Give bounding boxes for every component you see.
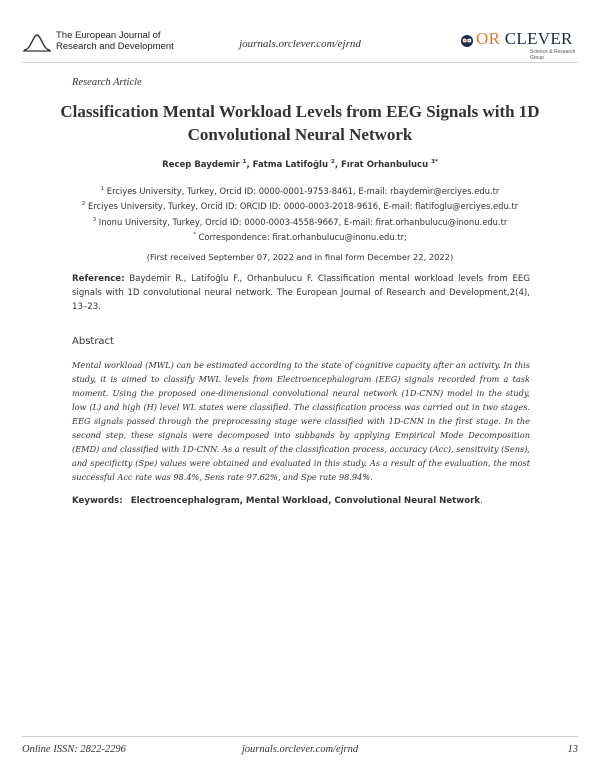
author-sup: 3* — [431, 159, 438, 165]
affiliation-sup: 2 — [81, 201, 86, 208]
footer-divider — [22, 736, 578, 737]
received-dates: (First received September 07, 2022 and in final form December 22, 2022) — [146, 252, 454, 262]
affiliation-item — [40, 198, 560, 213]
keywords: Keywords: Electroencephalogram, Mental Workload, Convolutional Neural Network. — [72, 496, 483, 506]
owl-icon — [460, 34, 474, 53]
affiliation-text: Inonu University, Turkey, Orcid ID: 0000-0003-4558-9667, E-mail: firat.orhanbulucu@inonu.edu.tr — [98, 216, 508, 227]
author-sup: 2 — [331, 159, 335, 165]
author-name: Fırat Orhanbulucu — [341, 159, 429, 170]
publisher-tagline: Science & Research Group — [530, 49, 576, 61]
affiliation-sup: * — [193, 231, 196, 238]
journal-name-line1: The European Journal of — [56, 30, 161, 41]
author-sup: 1 — [242, 159, 247, 165]
keywords-label: Keywords: — [72, 496, 123, 506]
affiliation-item — [40, 183, 560, 198]
article-type: Research Article — [72, 77, 142, 88]
reference-paragraph — [72, 272, 530, 314]
author-list: Recep Baydemir $^1$, Fatma Latifoğlu $^2$, Fırat Orhanbulucu $^{3*}$ — [162, 159, 438, 170]
journal-name-line2: Research and Development — [56, 41, 174, 52]
footer-issn: Online ISSN: 2822-2296 — [22, 744, 126, 755]
affiliation-sup: 3 — [92, 216, 97, 223]
correspondence — [40, 229, 560, 244]
author-name: Recep Baydemir — [162, 159, 240, 170]
header-journal-url[interactable]: journals.orclever.com/ejrnd — [239, 38, 361, 50]
affiliation-text: Erciyes University, Turkey, Orcid ID: 0000-0001-9753-8461, E-mail: rbaydemir@erciyes.edu.tr — [106, 185, 500, 196]
affiliation-text: Erciyes University, Turkey, Orcid ID: ORCID ID: 0000-0003-2018-9616, E-mail: flatifoglu@erciyes.edu.tr — [87, 201, 519, 212]
publisher-name — [476, 29, 573, 49]
affiliation-list — [40, 183, 560, 244]
page-number: 13 — [567, 744, 578, 755]
abstract-body: Mental workload (MWL) can be estimated according to the state of cognitive capacity after an activity. In this study, it is aimed to classify MWL levels from Electroencephalogram (EEG) signals recorded from a task moment. Using the proposed one-dimensional convolutional neural network (1D-CNN) model in the study, low (L) and high (H) level WL states were classified. The classification process was carried out in two stages. EEG signals passed through the preprocessing stage were classified with 1D-CNN in the first stage. In the second step, these signals were decomposed into subbands by applying Empirical Mode Decomposition (EMD) and classified with 1D-CNN. As a result of the classification process, accuracy (Acc), sensitivity (Sens), and specificity (Spe) values were obtained and evaluated in this study. As a result of the evaluation, the most successful Acc rate was 98.4%, Sens rate 97.62%, and Spe rate 98.94%. — [72, 360, 530, 482]
publisher-logo — [460, 29, 584, 61]
correspondence-text: Correspondence: firat.orhanbulucu@inonu.edu.tr; — [198, 231, 407, 242]
affiliation-sup: 1 — [100, 186, 105, 192]
reference-label: Reference: — [72, 274, 125, 284]
header-divider — [22, 62, 578, 63]
keywords-values: Electroencephalogram, Mental Workload, Convolutional Neural Network — [130, 496, 481, 506]
reference-text: Baydemir R., Latifoğlu F., Orhanbulucu F. Classification mental workload levels from EEG signals with 1D convolutional neural network. The European Journal of Research and Development,2(4), 13–23. — [72, 274, 530, 312]
publisher-name-or: OR — [476, 29, 501, 48]
footer-journal-url[interactable]: journals.orclever.com/ejrnd — [241, 744, 359, 755]
abstract-heading: Abstract — [72, 336, 114, 347]
author-name: Fatma Latifoğlu — [252, 159, 329, 170]
publisher-name-clever: CLEVER — [504, 29, 573, 48]
article-title: Classification Mental Workload Levels from EEG Signals with 1D Convolutional Neural Network — [60, 102, 540, 144]
affiliation-item — [40, 214, 560, 229]
